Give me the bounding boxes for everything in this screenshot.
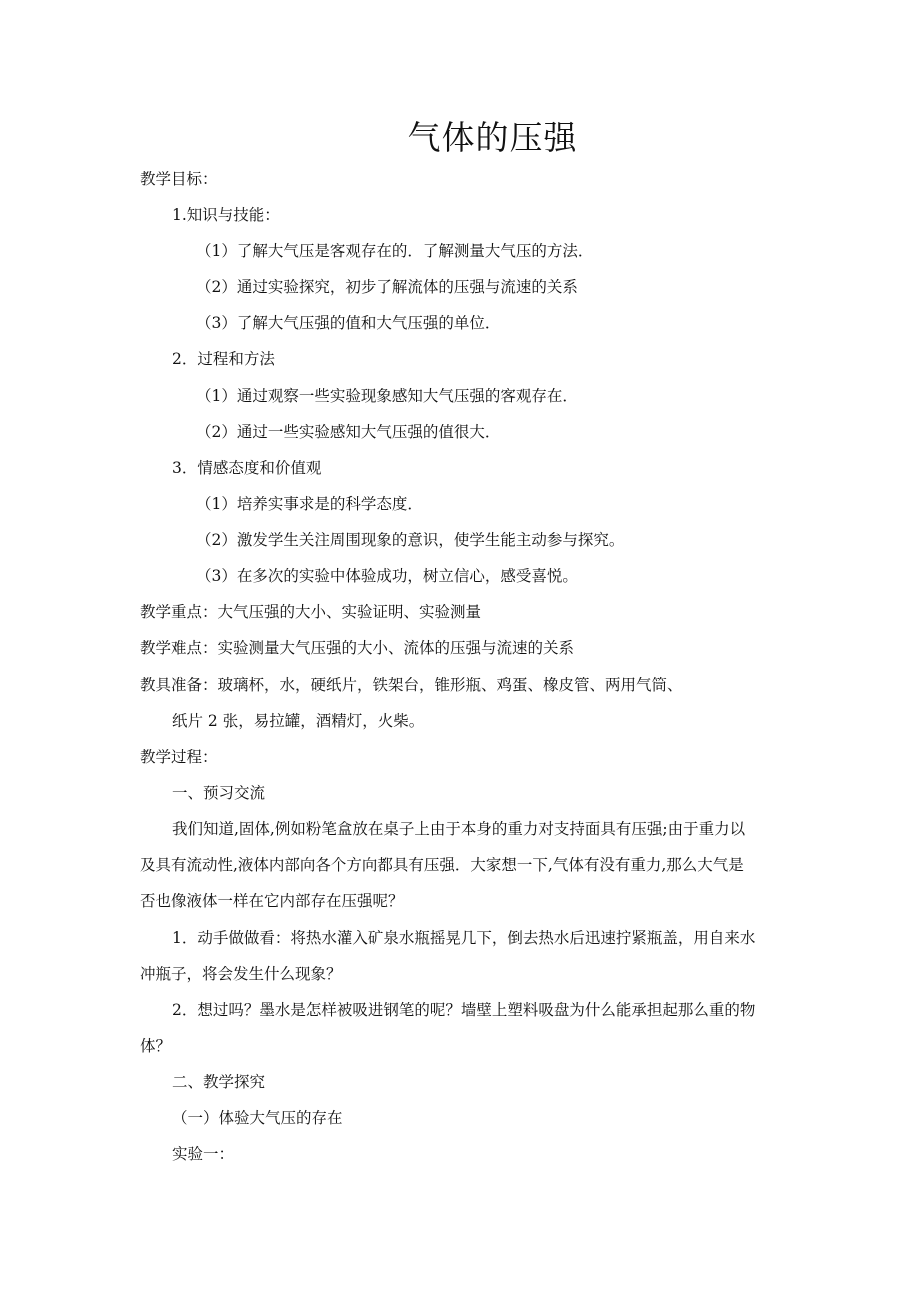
key-points: 教学重点：大气压强的大小、实验证明、实验测量 (140, 603, 482, 621)
paragraph-line: 冲瓶子，将会发生什么现象？ (140, 965, 342, 983)
page-title: 气体的压强 (407, 118, 578, 157)
objective-heading: 1.知识与技能： (172, 206, 280, 224)
objective-item: （1）培养实事求是的科学态度． (196, 495, 423, 513)
paragraph-line: 2．想过吗？墨水是怎样被吸进钢笔的呢？墙壁上塑料吸盘为什么能承担起那么重的物 (172, 1001, 756, 1019)
paragraph-line: 及具有流动性,液体内部向各个方向都具有压强．大家想一下,气体有没有重力,那么大气是 (140, 856, 744, 874)
objective-item: （2）通过一些实验感知大气压强的值很大． (196, 423, 501, 441)
paragraph-line: 否也像液体一样在它内部存在压强呢？ (140, 892, 404, 910)
section-heading-process: 教学过程： (140, 748, 218, 766)
subsection-heading: （一）体验大气压的存在 (172, 1109, 343, 1127)
experiment-label: 实验一： (172, 1145, 235, 1163)
section-heading-objectives: 教学目标： (140, 170, 218, 188)
objective-item: （2）通过实验探究，初步了解流体的压强与流速的关系 (196, 278, 578, 296)
objective-item: （2）激发学生关注周围现象的意识，使学生能主动参与探究。 (196, 531, 625, 549)
objective-item: （3）了解大气压强的值和大气压强的单位． (196, 314, 501, 332)
teaching-aids-continued: 纸片 2 张，易拉罐，酒精灯，火柴。 (172, 712, 425, 730)
subsection-heading: 一、预习交流 (172, 784, 266, 802)
paragraph-line: 1．动手做做看：将热水灌入矿泉水瓶摇晃几下，倒去热水后迅速拧紧瓶盖，用自来水 (172, 929, 756, 947)
objective-heading: 3．情感态度和价值观 (172, 459, 322, 477)
difficult-points: 教学难点：实验测量大气压强的大小、流体的压强与流速的关系 (140, 639, 575, 657)
paragraph-line: 我们知道,固体,例如粉笔盒放在桌子上由于本身的重力对支持面具有压强;由于重力以 (172, 820, 746, 838)
objective-item: （1）通过观察一些实验现象感知大气压强的客观存在． (196, 387, 578, 405)
objective-item: （3）在多次的实验中体验成功，树立信心，感受喜悦。 (196, 567, 578, 585)
objective-item: （1）了解大气压是客观存在的．了解测量大气压的方法． (196, 242, 594, 260)
objective-heading: 2．过程和方法 (172, 350, 275, 368)
teaching-aids: 教具准备：玻璃杯，水，硬纸片，铁架台，锥形瓶、鸡蛋、橡皮管、两用气筒、 (140, 676, 683, 694)
subsection-heading: 二、教学探究 (172, 1073, 266, 1091)
paragraph-line: 体？ (140, 1037, 172, 1055)
